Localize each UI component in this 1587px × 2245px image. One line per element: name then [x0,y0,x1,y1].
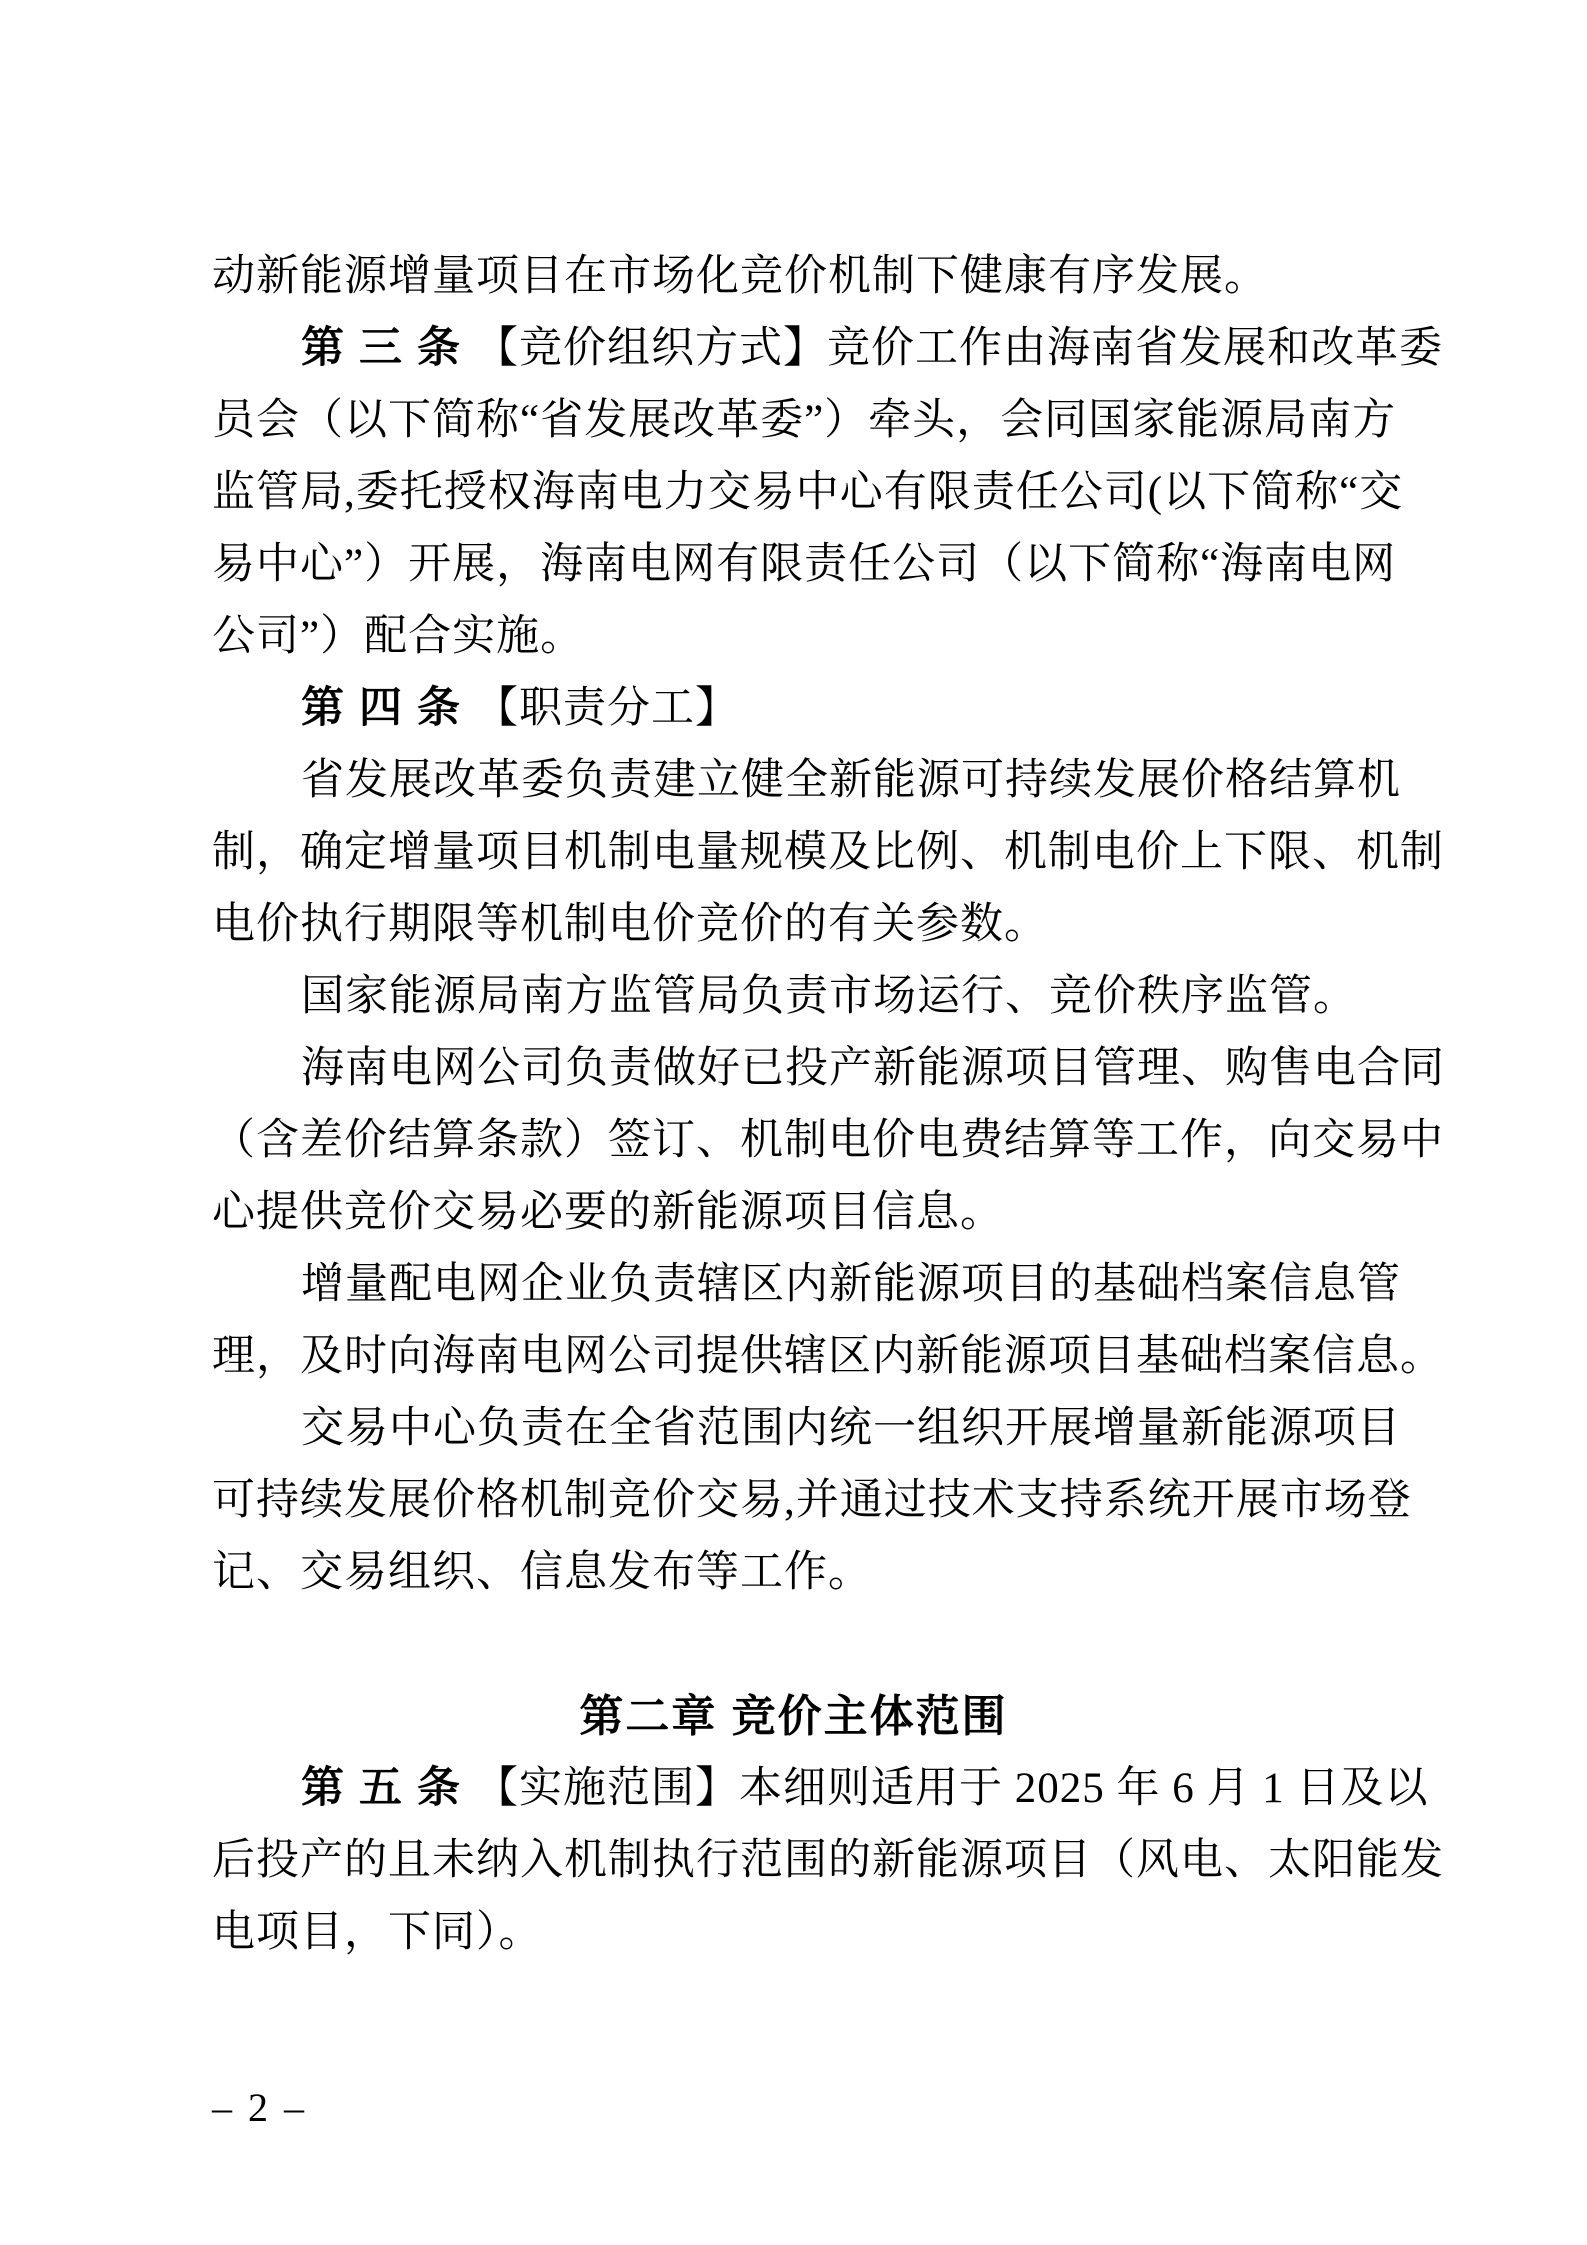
text-line [212,1033,1445,1105]
text-line [212,529,1397,601]
text-line [212,385,1397,457]
text-segment: 员会（以下简称“省发展改革委”）牵头，会同国家能源局南方 [212,397,1397,444]
text-segment: 易中心”）开展，海南电网有限责任公司（以下简称“海南电网 [212,541,1397,588]
text-line [212,889,1375,961]
text-line [212,1393,1401,1465]
text-segment: 理，及时向海南电网公司提供辖区内新能源项目基础档案信息。 [212,1333,1444,1380]
article-number: 第四条 [301,685,475,732]
chapter-heading [212,1681,1375,1753]
text-line [212,1825,1444,1897]
text-segment: 电项目，下同）。 [212,1909,543,1956]
text-segment: 【职责分工】 [475,685,739,732]
text-line [212,745,1401,817]
text-line [212,1249,1401,1321]
blank-line [212,1609,1375,1681]
page-footer [212,2086,307,2130]
text-segment: 省发展改革委负责建立健全新能源可持续发展价格结算机 [301,757,1401,804]
text-line [212,241,1375,313]
page-number: – 2 – [212,2085,307,2130]
article-number: 第三条 [301,325,475,372]
text-line [212,1177,1375,1249]
text-line [212,1753,1429,1825]
text-line [212,1105,1444,1177]
text-line [212,601,1375,673]
text-segment: 制，确定增量项目机制电量规模及比例、机制电价上下限、机制 [212,829,1444,876]
text-line [212,817,1444,889]
text-segment: 【实施范围】本细则适用于 2025 年 6 月 1 日及以 [475,1765,1429,1812]
text-segment: 心提供竞价交易必要的新能源项目信息。 [212,1189,1004,1236]
text-segment: 动新能源增量项目在市场化竞价机制下健康有序发展。 [212,253,1268,300]
text-segment: 可持续发展价格机制竞价交易,并通过技术支持系统开展市场登 [212,1477,1412,1524]
text-segment: 交易中心负责在全省范围内统一组织开展增量新能源项目 [301,1405,1401,1452]
text-segment: 公司”）配合实施。 [212,613,585,660]
article-number: 第五条 [301,1765,475,1812]
text-line [212,1897,1375,1969]
text-segment: 监管局,委托授权海南电力交易中心有限责任公司(以下简称“交 [212,469,1404,516]
text-segment: 电价执行期限等机制电价竞价的有关参数。 [212,901,1048,948]
text-line [212,1465,1412,1537]
text-line [212,457,1404,529]
text-segment: 【竞价组织方式】竞价工作由海南省发展和改革委 [475,325,1443,372]
text-line [212,313,1443,385]
document-body [212,241,1445,1969]
text-line [212,1321,1444,1393]
text-line [212,673,1375,745]
text-segment: 后投产的且未纳入机制执行范围的新能源项目（风电、太阳能发 [212,1837,1444,1884]
text-segment: （含差价结算条款）签订、机制电价电费结算等工作，向交易中 [212,1117,1444,1164]
text-line [212,961,1375,1033]
text-line [212,1537,1375,1609]
text-segment: 海南电网公司负责做好已投产新能源项目管理、购售电合同 [301,1045,1445,1092]
text-segment: 国家能源局南方监管局负责市场运行、竞价秩序监管。 [301,973,1357,1020]
text-segment: 第二章 竞价主体范围 [579,1692,1008,1741]
text-segment: 增量配电网企业负责辖区内新能源项目的基础档案信息管 [301,1261,1401,1308]
text-segment: 记、交易组织、信息发布等工作。 [212,1549,872,1596]
